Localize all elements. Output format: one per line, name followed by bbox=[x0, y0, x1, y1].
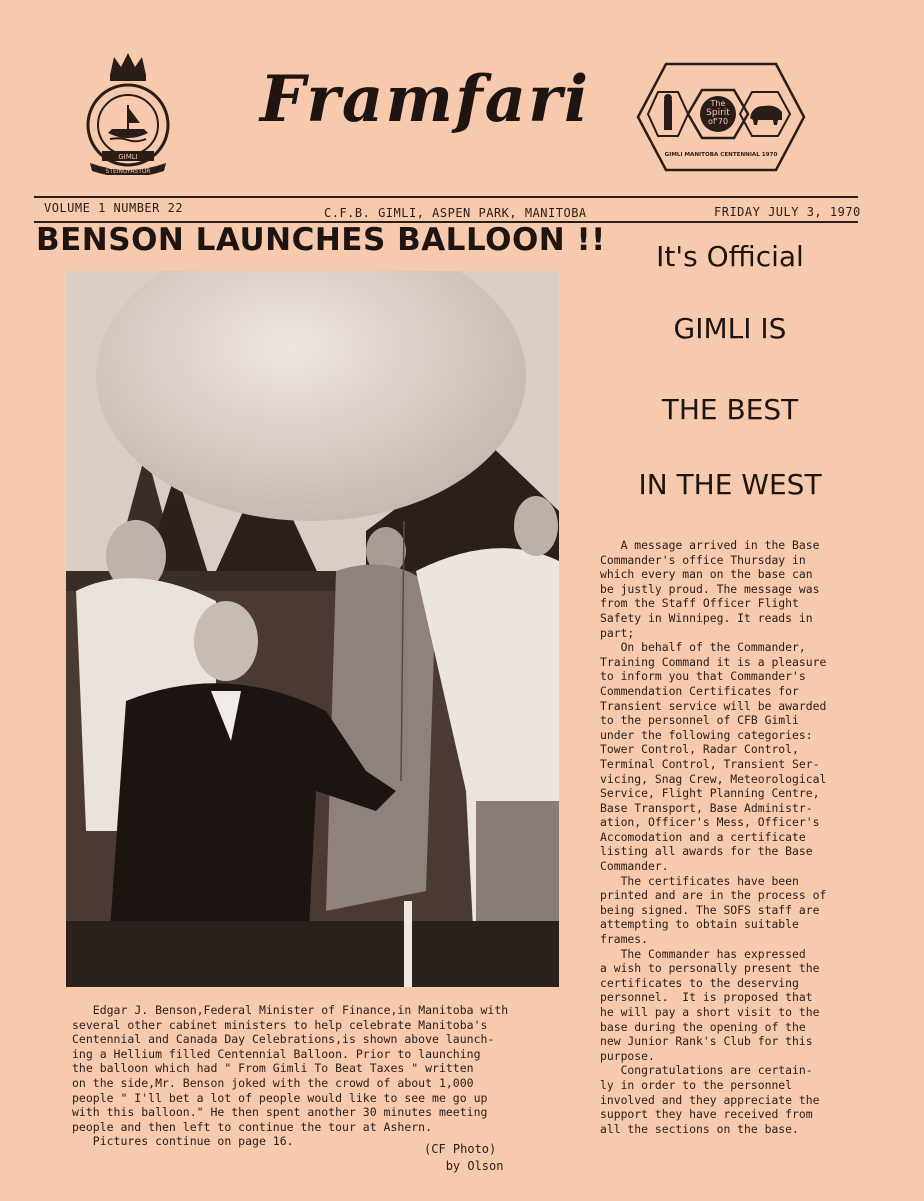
dateline-place: C.F.B. GIMLI, ASPEN PARK, MANITOBA bbox=[324, 206, 587, 220]
newspaper-title: Framfari bbox=[259, 62, 591, 137]
logo-text-the: The bbox=[710, 99, 726, 108]
side-headline-line-3: THE BEST bbox=[661, 393, 799, 426]
logo-footer-text: GIMLI MANITOBA CENTENNIAL 1970 bbox=[664, 152, 778, 158]
photo-caption: Edgar J. Benson,Federal Minister of Finance,in Manitoba with several other cabinet ministers to help celebrate Manitoba's Centennial and Canada Day Celebrations,is shown above launch- ing a Hellium filled Centennial Balloon. Prior to launching the balloon which had " From Gimli To Beat Taxes " written on the side,Mr. Benson joked with the crowd of about 1,000 people " I'll bet a lot of people would like to see me go up with this balloon." He then spent another 30 minutes meeting people and then left to continue the tour at Ashern. Pictures continue on page 16. bbox=[72, 1003, 509, 1149]
masthead-rule-top bbox=[34, 196, 858, 198]
crest-motto: GIMLI bbox=[118, 153, 138, 161]
side-story-body: A message arrived in the Base Commander's office Thursday in which every man on the base can be justly proud. The message was from the Staff Officer Flight Safety in Winnipeg. It reads in part; On behalf of the Commander, Training Command it is a pleasure to inform you that Commander's Commendation Certificates for Transient service will be awarded to the personnel of CFB Gimli under the following categories: Tower Control, Radar Control, Terminal Control, Transient Ser- vicing, Snag Crew, Meteorological Service, Flight Planning Centre, Base Transport, Base Administr- ation, Officer's Mess, Officer's Accomodation and a certificate listing all awards for the Base Commander. The certificates have been printed and are in the process of being signed. The SOFS staff are attempting to obtain suitable frames. The Commander has expressed a wish to personally present the certificates to the deserving personnel. It is proposed that he will pay a short visit to the base during the opening of the new Junior Rank's Club for this purpose. Congratulations are certain- ly in order to the personnel involved and they appreciate the support they have received from all the sections on the base. bbox=[600, 538, 827, 1136]
centennial-logo bbox=[636, 62, 806, 172]
issue-date: FRIDAY JULY 3, 1970 bbox=[714, 205, 861, 219]
logo-text-spirit: Spirit bbox=[706, 108, 730, 118]
side-headline-line-2: GIMLI IS bbox=[673, 312, 787, 345]
lead-headline: BENSON LAUNCHES BALLOON !! bbox=[36, 222, 606, 258]
logo-text-year: of'70 bbox=[707, 117, 729, 126]
base-crest-logo bbox=[80, 45, 176, 175]
photo-credit: (CF Photo) by Olson bbox=[424, 1142, 504, 1173]
volume-number: VOLUME 1 NUMBER 22 bbox=[44, 201, 184, 215]
side-headline-line-4: IN THE WEST bbox=[638, 468, 822, 501]
side-headline-line-1: It's Official bbox=[656, 240, 804, 273]
balloon-launch-photo bbox=[66, 271, 559, 987]
crest-banner: STEINUFASTUR bbox=[105, 168, 151, 175]
